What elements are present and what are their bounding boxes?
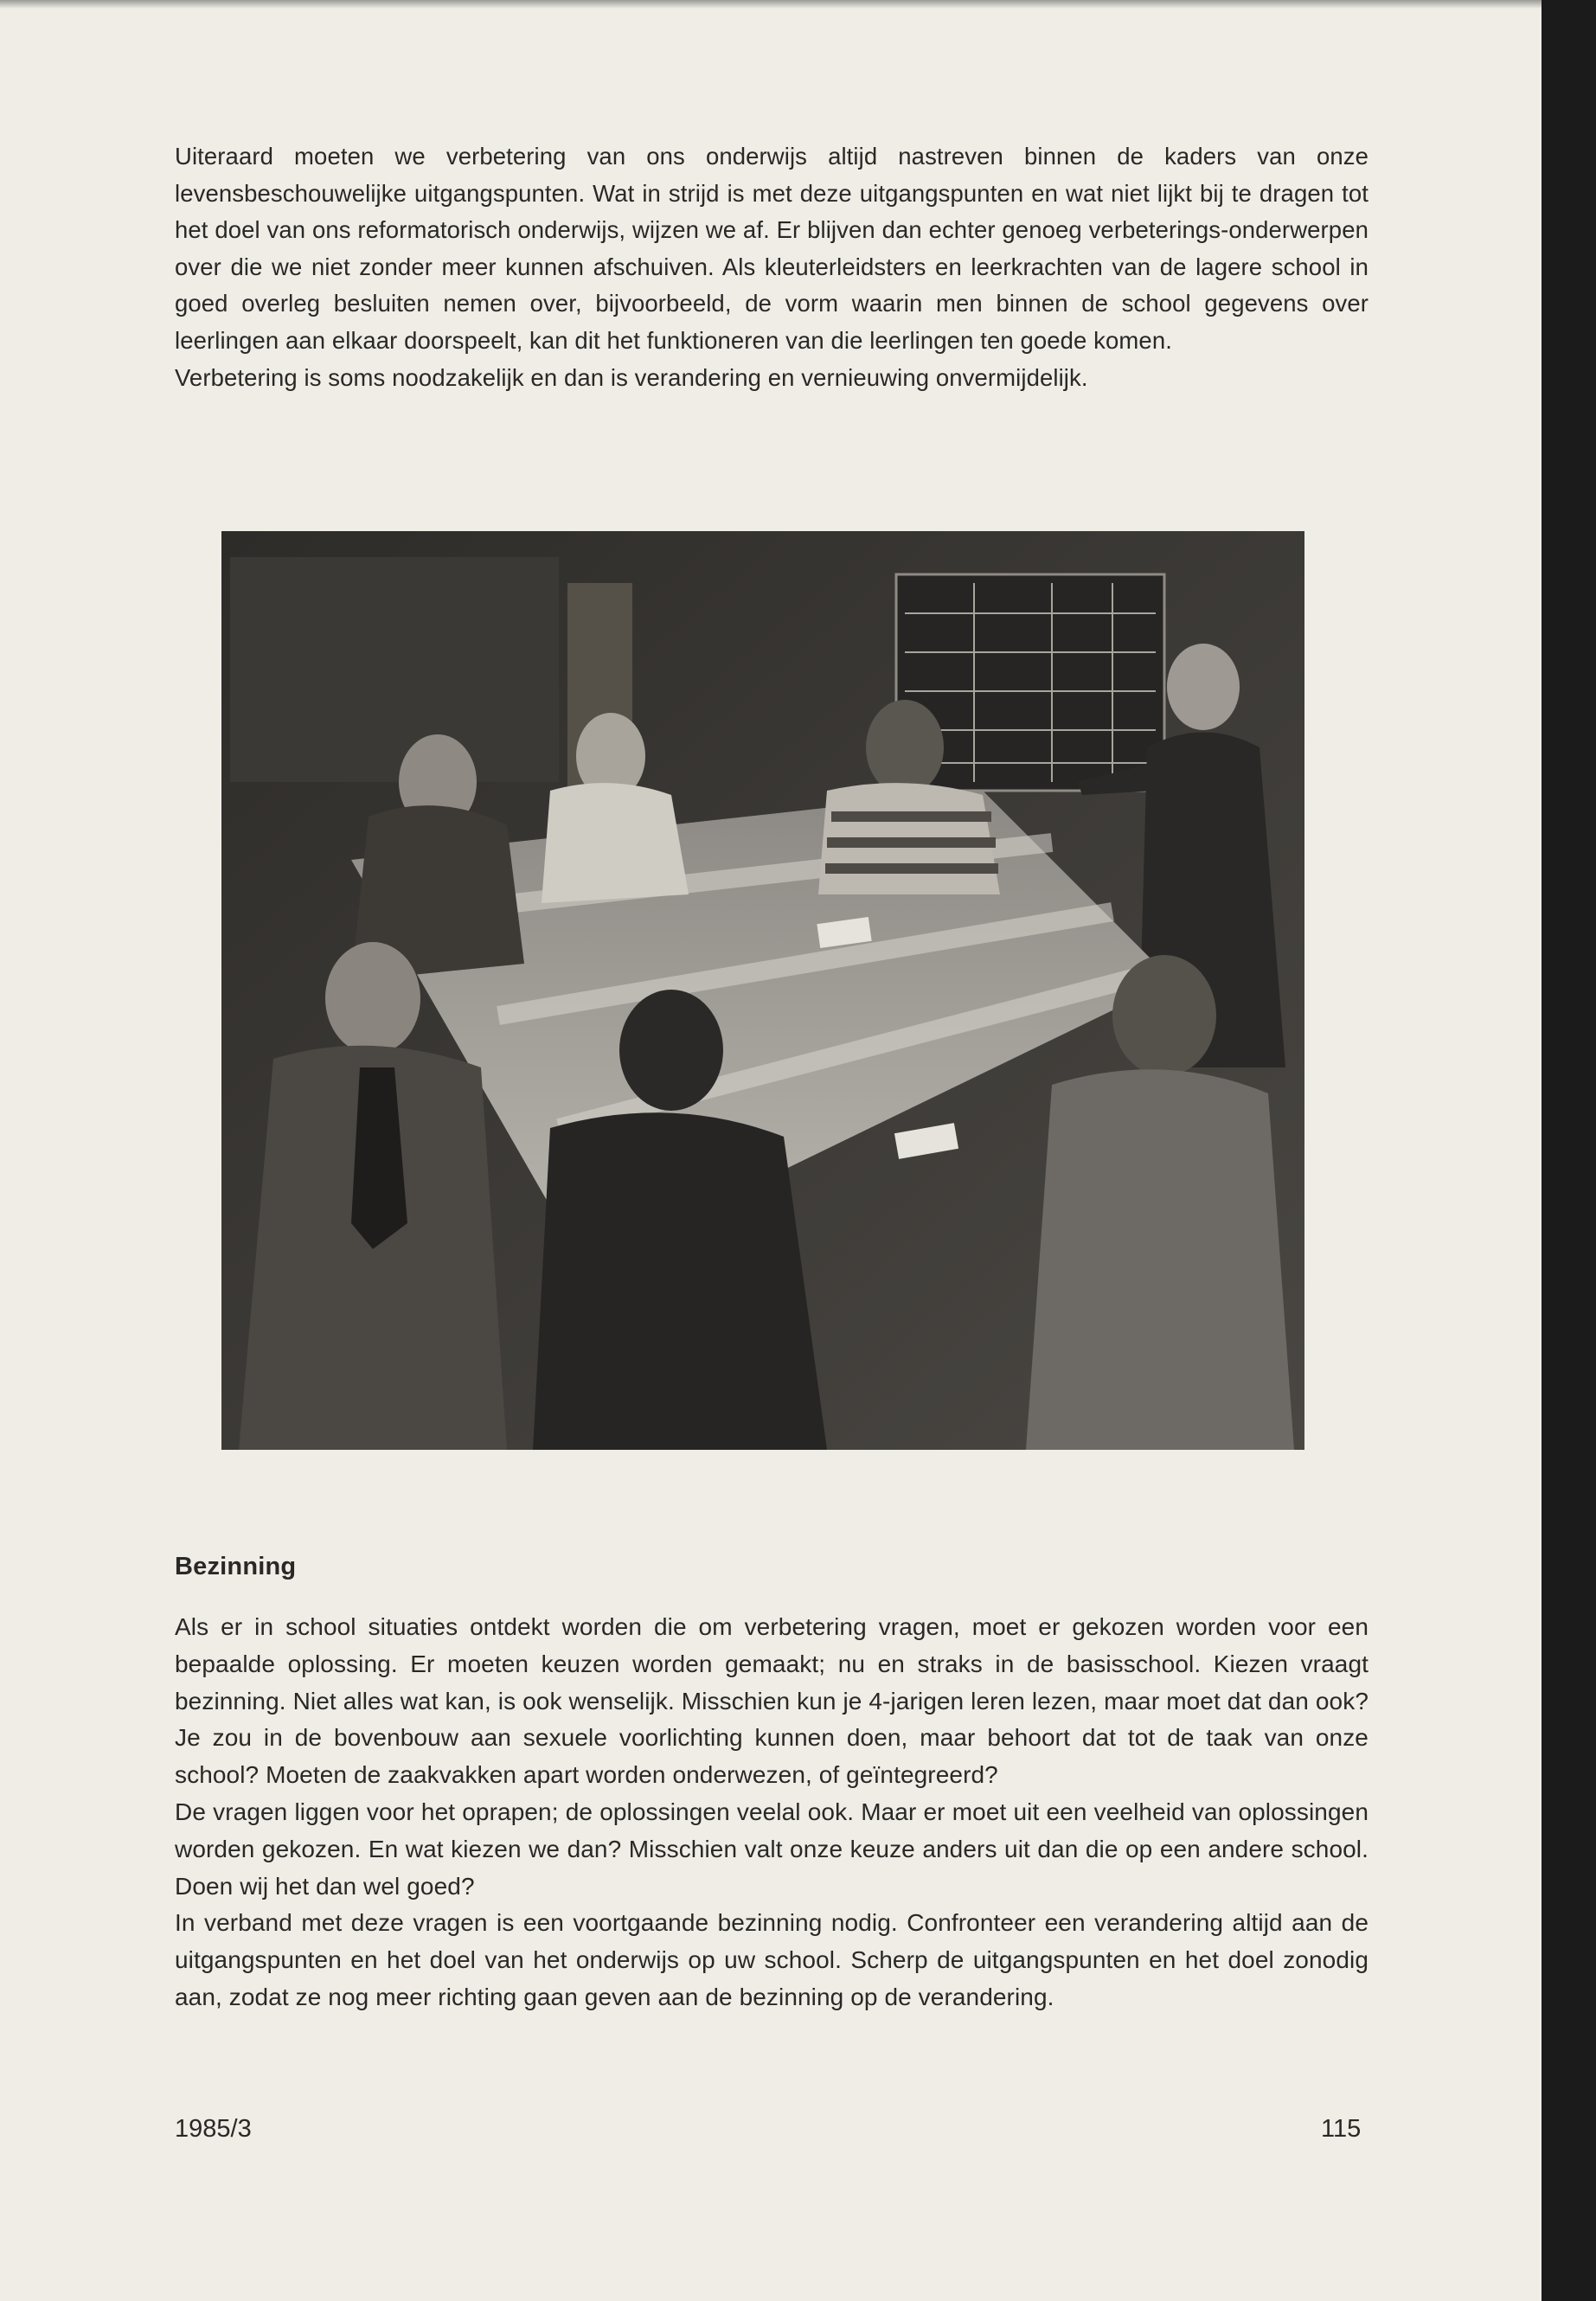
woman-head [866,700,944,795]
standing-man-head [1167,644,1240,730]
section-heading: Bezinning [175,1553,297,1580]
person-front-right-body [1026,1069,1294,1450]
man-front-left-head [325,942,420,1054]
section-body [175,1609,1368,2016]
section-paragraph-1: Als er in school situaties ontdekt worden die om verbetering vragen, moet er gekozen worden voor een bepaalde oplossing. Er moeten keuzen worden gemaakt; nu en straks in de basisschool. Kiezen vraagt bezinning. Niet alles wat kan, is ook wenselijk. Misschien kun je 4-jarigen leren lezen, maar moet dat dan ook? Je zou in de bovenbouw aan sexuele voorlichting kunnen doen, maar behoort dat tot de taak van onze school? Moeten de zaakvakken apart worden onderwezen, of geïntegreerd? [175,1613,1368,1789]
issue-number: 1985/3 [175,2115,252,2143]
person-front-center-head [619,990,723,1111]
scan-edge-shadow [0,0,1542,9]
page-number: 115 [1321,2115,1362,2143]
photo-illustration [221,531,1304,1450]
wall-panel-left [230,557,559,782]
intro-text [175,138,1368,396]
section-paragraph-2: De vragen liggen voor het oprapen; de oplossingen veelal ook. Maar er moet uit een veelheid van oplossingen worden gekozen. En wat kiezen we dan? Misschien valt onze keuze anders uit dan die op een andere school. Doen wij het dan wel goed? [175,1798,1368,1900]
person-center-body [542,783,689,903]
section-paragraph-3: In verband met deze vragen is een voortgaande bezinning nodig. Confronteer een verandering altijd aan de uitgangspunten en het doel van het onderwijs op uw school. Scherp de uitgangspunten en het doel zonodig aan, zodat ze nog meer richting gaan geven aan de bezinning op de verandering. [175,1909,1368,2010]
intro-paragraph-2: Verbetering is soms noodzakelijk en dan is verandering en vernieuwing onvermijdelijk. [175,363,1088,391]
intro-paragraph-1: Uiteraard moeten we verbetering van ons onderwijs altijd nastreven binnen de kaders van onze levensbeschouwelijke uitgangspunten. Wat in strijd is met deze uitgangspunten en wat niet lijkt bij te dragen tot het doel van ons reformatorisch onderwijs, wijzen we af. Er blijven dan echter genoeg verbeterings-onderwerpen over die we niet zonder meer kunnen afschuiven. Als kleuterleidsters en leerkrachten van de lagere school in goed overleg besluiten nemen over, bijvoorbeeld, de vorm waarin men binnen de school gegevens over leerlingen aan elkaar doorspeelt, kan dit het funktioneren van die leerlingen ten goede komen. [175,143,1368,354]
person-front-center-body [533,1112,827,1450]
meeting-photograph [221,531,1304,1450]
person-front-right-head [1112,955,1216,1076]
